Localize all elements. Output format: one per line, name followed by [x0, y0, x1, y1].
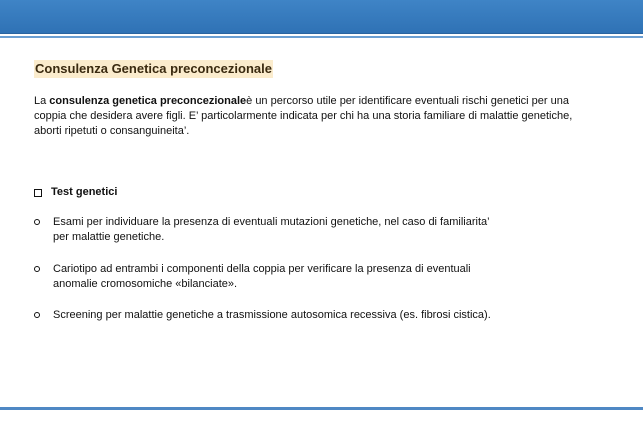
footer-rule	[0, 407, 643, 410]
section-heading-label: Test genetici	[51, 186, 118, 198]
header-bar	[0, 0, 643, 34]
list-item-line: per malattie genetiche.	[53, 231, 165, 243]
circle-bullet-icon	[34, 219, 40, 225]
list-item-text	[53, 215, 490, 245]
list-item-line: Esami per individuare la presenza di eventuali mutazioni genetiche, nel caso di familiarita’	[53, 216, 490, 228]
header-rule	[0, 36, 643, 38]
page-title: Consulenza Genetica preconcezionale	[35, 61, 272, 76]
list-item-text	[53, 262, 471, 292]
checkbox-bullet-icon	[34, 189, 42, 197]
circle-bullet-icon	[34, 266, 40, 272]
list-item-text	[53, 308, 491, 323]
section-heading	[34, 185, 117, 200]
list-item	[34, 262, 614, 292]
intro-rest: è un percorso utile per identificare eventuali rischi genetici per una coppia che desidera avere figli. E’ particolarmente indicata per chi ha una storia familiare di malattie genetiche, aborti ripetuti o consanguineita’.	[34, 95, 573, 137]
list-item-line: Screening per malattie genetiche a trasmissione autosomica recessiva (es. fibrosi cistica).	[53, 309, 491, 321]
list-item	[34, 215, 614, 245]
list-item	[34, 308, 614, 323]
list-item-line: anomalie cromosomiche «bilanciate».	[53, 278, 238, 290]
list-item-line: Cariotipo ad entrambi i componenti della coppia per verificare la presenza di eventuali	[53, 263, 471, 275]
intro-bold: consulenza genetica preconcezionale	[49, 95, 247, 107]
circle-bullet-icon	[34, 312, 40, 318]
intro-paragraph	[34, 94, 594, 139]
intro-lead: La	[34, 95, 50, 107]
